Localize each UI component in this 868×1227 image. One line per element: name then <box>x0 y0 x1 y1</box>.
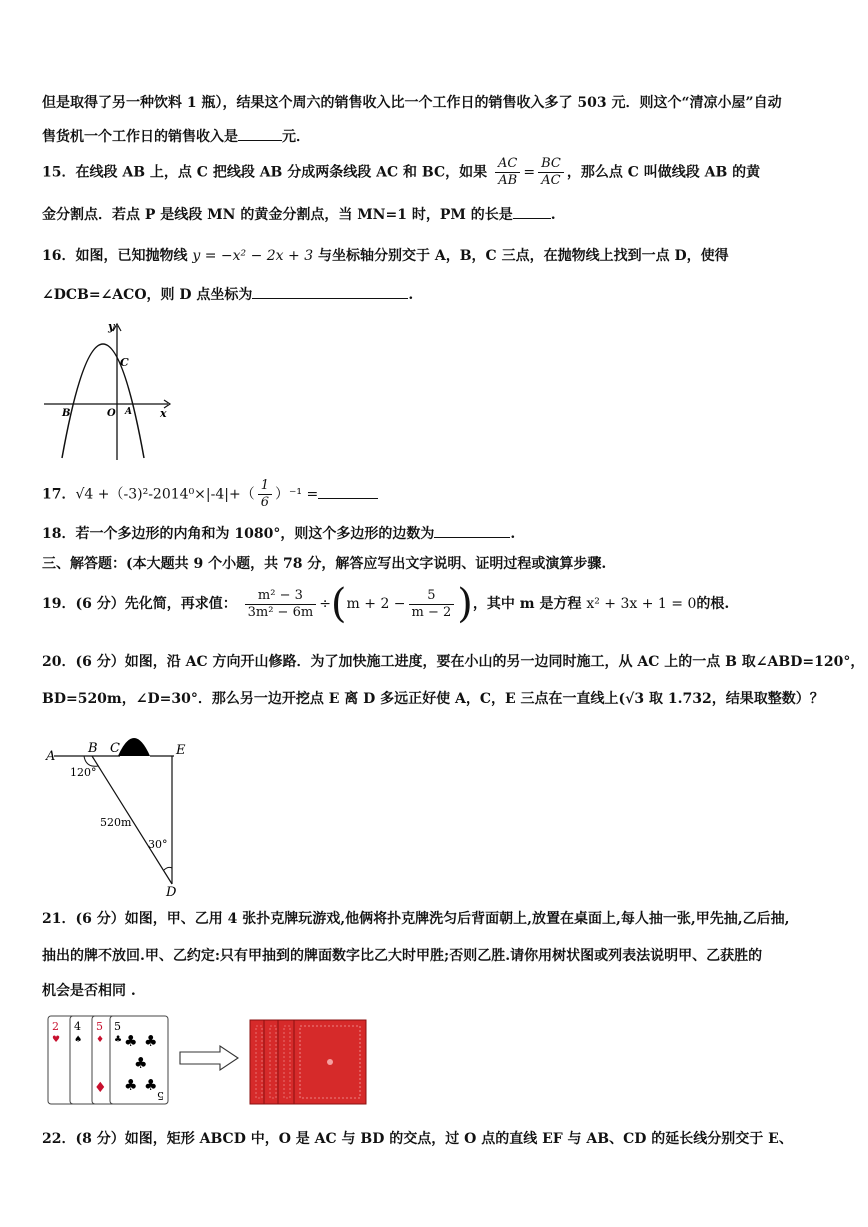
q16-label-y: y <box>108 320 115 333</box>
q17-tail: ）⁻¹ = <box>275 486 319 503</box>
q15-line2 <box>42 204 556 224</box>
q19-f1-den: 3m² − 6m <box>247 604 314 620</box>
svg-text:♥: ♥ <box>52 1035 61 1045</box>
q18-end: . <box>510 526 516 542</box>
q17-frac-num: 1 <box>258 478 272 495</box>
q16-label-o: O <box>107 408 116 419</box>
q16-answer-blank[interactable] <box>252 284 408 299</box>
arrow-right-icon <box>180 1046 238 1070</box>
q17-answer-blank[interactable] <box>318 484 378 499</box>
svg-text:♠: ♠ <box>74 1035 83 1045</box>
q20-length-label: 520m <box>100 816 132 829</box>
card-backs <box>250 1020 366 1104</box>
q19-div: ÷ <box>319 596 331 612</box>
q20-angle-d-label: 30° <box>148 838 168 851</box>
q16-line1 <box>42 245 729 265</box>
q15-line1 <box>42 156 760 189</box>
q22-line1: 22．(8 分）如图，矩形 ABCD 中，O 是 AC 与 BD 的交点，过 O 点的直线 EF 与 AB、CD 的延长线分别交于 E、 <box>42 1131 793 1147</box>
q18-text: 18．若一个多边形的内角和为 1080°，则这个多边形的边数为 <box>42 526 435 542</box>
svg-text:5: 5 <box>157 1089 164 1102</box>
svg-text:2: 2 <box>52 1020 59 1033</box>
q20-label-b: B <box>88 741 98 756</box>
q19-f2-den: m − 2 <box>411 604 452 620</box>
q19-equation: x² + 3x + 1 = 0 <box>586 596 697 612</box>
q20-line1: 20．(6 分）如图，沿 AC 方向开山修路．为了加快施工进度，要在小山的另一边同时施工，从 AC 上的一点 B 取∠ABD=120°， <box>42 654 865 670</box>
q15-lead: 15．在线段 AB 上，点 C 把线段 AB 分成两条线段 AC 和 BC，如果 <box>42 164 488 181</box>
q16-label-c: C <box>120 356 129 369</box>
q21-cards-figure <box>44 1012 374 1108</box>
q20-road-figure <box>40 724 210 900</box>
svg-text:♣: ♣ <box>134 1054 148 1072</box>
q20-label-c: C <box>110 741 120 756</box>
q16-line2 <box>42 284 413 304</box>
q17-expr: √4 +（-3)²-2014⁰×|-4|+（ <box>75 486 255 503</box>
q19-paren-right: ) <box>457 581 473 627</box>
q16-formula: y = −x² − 2x + 3 <box>192 248 314 264</box>
q18-line <box>42 523 515 543</box>
q15-line2-end: . <box>550 207 556 223</box>
q15-answer-blank[interactable] <box>513 204 551 219</box>
svg-text:♣: ♣ <box>124 1076 138 1094</box>
q16-tail: 与坐标轴分别交于 A，B，C 三点，在抛物线上找到一点 D，使得 <box>317 248 729 264</box>
svg-text:♣: ♣ <box>124 1032 138 1050</box>
q19-fraction-1 <box>245 588 317 621</box>
q21-line2: 抽出的牌不放回.甲、乙约定:只有甲抽到的牌面数字比乙大时甲胜;否则乙胜.请你用树状图或列表法说明甲、乙获胜的 <box>42 948 763 964</box>
q16-label-x: x <box>160 407 167 420</box>
q20-label-e: E <box>176 743 186 758</box>
q14-answer-blank[interactable] <box>238 126 282 141</box>
q17-num: 17． <box>42 486 76 503</box>
q20-angle-b-label: 120° <box>70 766 97 779</box>
q16-label-a: A <box>125 407 132 417</box>
q19-inner: m + 2 − <box>346 596 406 612</box>
q20-label-a: A <box>46 749 56 764</box>
card-5-clubs <box>110 1016 168 1104</box>
q16-line2-text: ∠DCB=∠ACO，则 D 点坐标为 <box>42 287 253 303</box>
q19-tail: ，其中 m 是方程 <box>472 596 582 612</box>
q17-frac-den: 6 <box>260 495 269 510</box>
q21-line1: 21．(6 分）如图，甲、乙用 4 张扑克牌玩游戏,他俩将扑克牌洗匀后背面朝上,放置在桌面上,每人抽一张,甲先抽,乙后抽, <box>42 911 790 927</box>
q21-line3: 机会是否相同 . <box>42 983 136 999</box>
q14-line2-end: 元． <box>282 129 310 145</box>
q15-tail: ，那么点 C 叫做线段 AB 的黄 <box>566 164 761 181</box>
svg-text:4: 4 <box>74 1020 81 1033</box>
q19-lead: 19．(6 分）先化简，再求值： <box>42 596 237 612</box>
q15-frac1-den: AB <box>498 173 518 188</box>
q16-parabola-curve <box>62 344 144 458</box>
q20-angle-d-arc <box>164 867 172 870</box>
q15-frac1-num: AC <box>495 156 520 173</box>
svg-text:♦: ♦ <box>94 1080 107 1096</box>
q19-line <box>42 581 730 627</box>
q20-hill-icon <box>118 738 150 756</box>
svg-text:5: 5 <box>96 1020 103 1033</box>
section-3-heading: 三、解答题：(本大题共 9 个小题，共 78 分，解答应写出文字说明、证明过程或演算步骤. <box>42 556 607 572</box>
q19-f2-num: 5 <box>409 588 455 605</box>
q14-line2-text: 售货机一个工作日的销售收入是 <box>42 129 238 145</box>
q19-paren-left: ( <box>330 581 347 627</box>
svg-text:5: 5 <box>114 1020 121 1033</box>
q19-fraction-2 <box>409 588 455 621</box>
q20-line2: BD=520m，∠D=30°．那么另一边开挖点 E 离 D 多远正好使 A，C，E 三点在一直线上(√3 取 1.732，结果取整数）？ <box>42 691 824 707</box>
q20-label-d: D <box>166 885 177 900</box>
q17-fraction <box>258 478 272 511</box>
q14-line1: 但是取得了另一种饮料 1 瓶），结果这个周六的销售收入比一个工作日的销售收入多了 503 元．则这个“清凉小屋”自动 <box>42 95 782 111</box>
q15-eq: = <box>523 164 536 181</box>
q17-line <box>42 478 378 511</box>
q15-fraction-1 <box>495 156 520 189</box>
svg-text:♣: ♣ <box>114 1035 123 1045</box>
q15-frac2-den: AC <box>541 173 561 188</box>
svg-text:♣: ♣ <box>144 1032 158 1050</box>
q16-parabola-figure <box>40 318 180 466</box>
svg-text:♣: ♣ <box>144 1076 158 1094</box>
q15-line2-text: 金分割点．若点 P 是线段 MN 的黄金分割点，当 MN=1 时，PM 的长是 <box>42 207 513 223</box>
q16-line2-end: . <box>408 287 414 303</box>
q19-f1-num: m² − 3 <box>245 588 317 605</box>
q14-line2 <box>42 126 310 146</box>
q18-answer-blank[interactable] <box>434 523 510 538</box>
q15-frac2-num: BC <box>538 156 564 173</box>
q16-lead: 16．如图，已知抛物线 <box>42 248 188 264</box>
q19-end: 的根. <box>696 596 730 612</box>
q15-fraction-2 <box>538 156 564 189</box>
q16-label-b: B <box>62 408 71 419</box>
svg-text:♦: ♦ <box>96 1035 105 1045</box>
